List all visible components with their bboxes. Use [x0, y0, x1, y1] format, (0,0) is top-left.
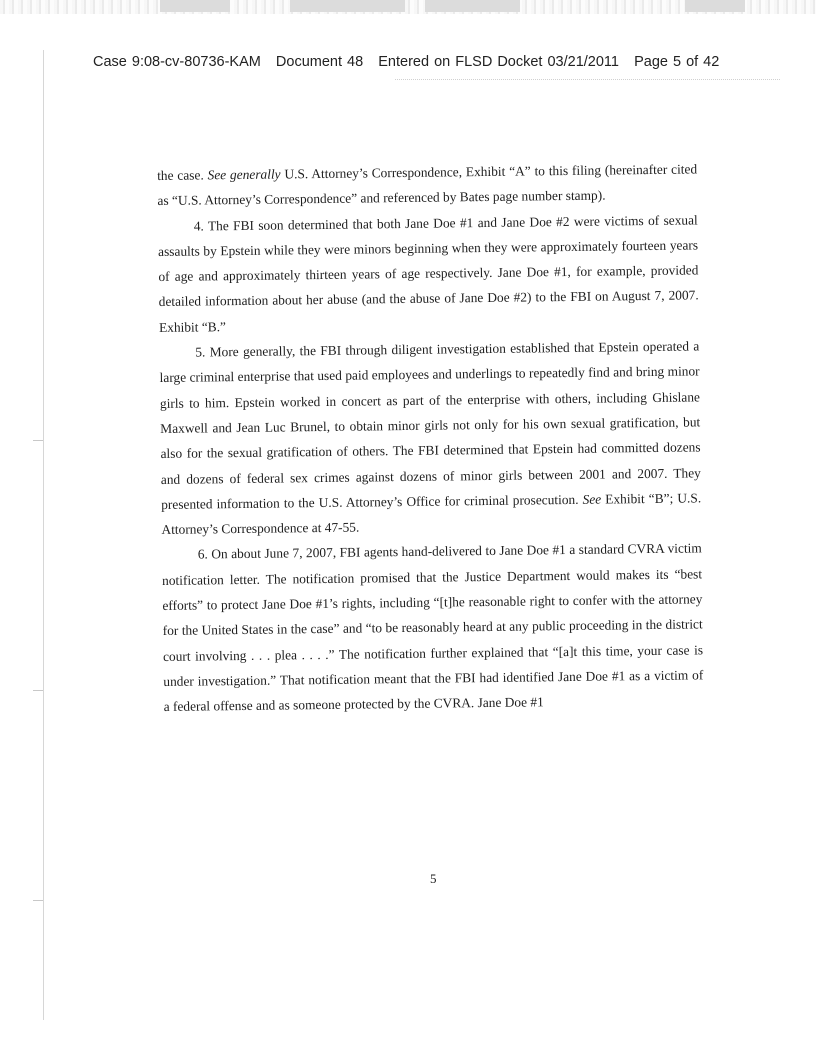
paragraph-text: 5. More generally, the FBI through diligent investigation established that Epstein operated a large criminal enterprise that used paid employees and underlings to repeatedly find and bring minor girls to him. Epstein worked in concert as part of the enterprise with others, including Ghislane Maxwell and Jean Luc Brunel, to obtain minor girls not only for his own sexual gratification, but also for the sexual gratification of others. The FBI determined that Epstein had committed dozens and dozens of federal sex crimes against dozens of minor girls between 2001 and 2007. They presented information to the U.S. Attorney’s Office for criminal prosecution.: [159, 338, 701, 512]
header-rule: [395, 79, 780, 81]
paragraph-text: 6. On about June 7, 2007, FBI agents hand-delivered to Jane Doe #1 a standard CVRA victim notification letter. The notification promised that the Justice Department would makes its “best efforts” to protect Jane Doe #1’s rights, including “[t]he reasonable right to confer with the attorney for the United States in the case” and “to be reasonably heard at any public proceeding in the district court involving . . . plea . . . .” The notification further explained that “[a]t this time, your case is under investigation.” That notification meant that the FBI had identified Jane Doe #1 as a victim of a federal offense and as someone protected by the CVRA. Jane Doe #1: [162, 540, 704, 715]
scan-artifact-mark: [290, 0, 405, 12]
margin-tick: [33, 690, 43, 691]
entered-date: Entered on FLSD Docket 03/21/2011: [378, 54, 619, 70]
paragraph-text: the case.: [157, 167, 208, 183]
margin-tick: [33, 440, 43, 441]
page-count: Page 5 of 42: [634, 54, 720, 70]
scan-artifact-mark: [425, 0, 520, 12]
italic-signal: See generally: [207, 166, 281, 183]
paragraph-text: 4. The FBI soon determined that both Jane Doe #1 and Jane Doe #2 were victims of sexual assaults by Epstein while they were minors beginning when they were approximately fourteen years of age and approximately thirteen years of age respectively. Jane Doe #1, for example, provided detailed information about her abuse (and the abuse of Jane Doe #2) to the FBI on August 7, 2007. Exhibit “B.”: [157, 211, 699, 335]
scan-artifact-mark: [685, 0, 745, 12]
scan-artifact-mark: [160, 0, 230, 12]
paragraph-text: Exhibit “B”; U.S. Attorney’s Correspondence at 47-55.: [161, 490, 702, 538]
paragraph: [158, 207, 700, 340]
page-margin-line: [43, 50, 44, 1020]
italic-signal: See: [582, 491, 602, 507]
margin-tick: [33, 900, 43, 901]
case-number: Case 9:08-cv-80736-KAM: [93, 54, 261, 70]
document-number: Document 48: [275, 54, 364, 70]
page-number: 5: [430, 871, 437, 886]
paragraph: [159, 333, 701, 542]
paragraph: [162, 536, 704, 720]
paragraph: [157, 156, 698, 213]
paragraph-text: U.S. Attorney’s Correspondence, Exhibit “A” to this filing (hereinafter cited as “U.S. Attorney’s Correspondence” and referenced by Bates page number stamp).: [157, 161, 698, 209]
docket-header: [93, 54, 793, 70]
document-body: [157, 156, 704, 719]
